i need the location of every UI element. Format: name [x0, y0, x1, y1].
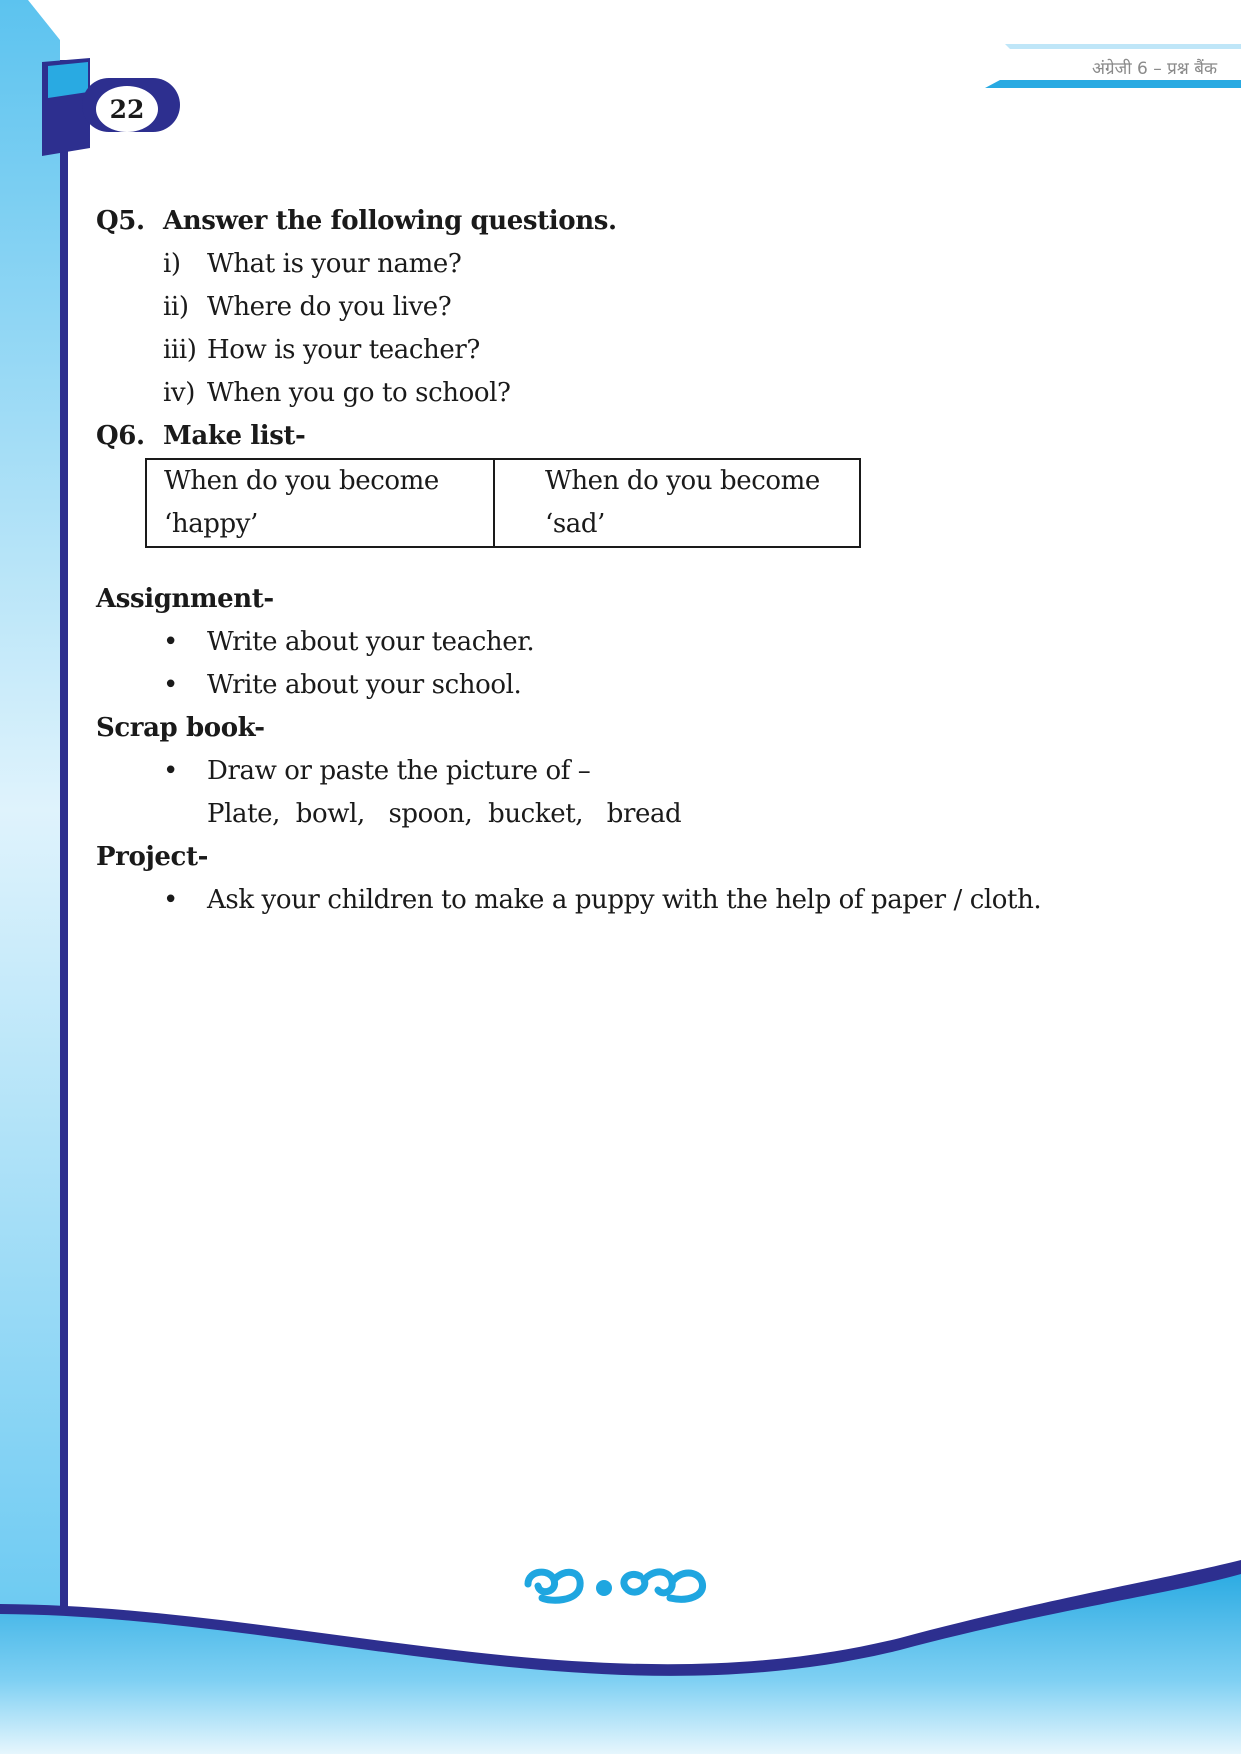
q5-item-number: iii)	[163, 335, 197, 365]
project-item-text: Ask your children to make a puppy with the help of paper / cloth.	[207, 885, 1042, 915]
project-heading: Project-	[96, 842, 208, 872]
bullet-icon: •	[163, 670, 178, 700]
q5-item-text: What is your name?	[207, 249, 462, 279]
assignment-item-text: Write about your teacher.	[207, 627, 535, 657]
page-number: 22	[96, 86, 158, 132]
assignment-item	[96, 664, 1176, 707]
q6-number: Q6.	[96, 421, 145, 451]
q5-item	[96, 372, 1176, 415]
q5-item	[96, 286, 1176, 329]
assignment-item	[96, 621, 1176, 664]
q5-item	[96, 243, 1176, 286]
assignment-item-text: Write about your school.	[207, 670, 522, 700]
page-content	[96, 200, 1176, 922]
q6-title: Make list-	[163, 421, 306, 451]
q5-title: Answer the following questions.	[163, 206, 617, 236]
scrapbook-item-list: Plate, bowl, spoon, bucket, bread	[207, 799, 682, 829]
bullet-icon: •	[163, 627, 178, 657]
q5-item-text: When you go to school?	[207, 378, 511, 408]
q5-item-number: i)	[163, 249, 181, 279]
sad-cell-word: ‘sad’	[545, 509, 606, 539]
book-title: अंग्रेजी 6 – प्रश्न बैंक	[1092, 59, 1217, 79]
scrapbook-item	[96, 750, 1176, 793]
bullet-icon: •	[163, 756, 178, 786]
q5-number: Q5.	[96, 206, 145, 236]
sad-cell	[494, 459, 860, 547]
q5-item-number: iv)	[163, 378, 195, 408]
assignment-heading: Assignment-	[96, 584, 274, 614]
scrapbook-heading: Scrap book-	[96, 713, 265, 743]
happy-cell-word: ‘happy’	[164, 509, 258, 539]
sad-cell-line: When do you become	[545, 466, 820, 496]
q5-item-number: ii)	[163, 292, 189, 322]
happy-cell	[146, 459, 494, 547]
q5-heading	[96, 200, 1176, 243]
q5-item-text: How is your teacher?	[207, 335, 480, 365]
q5-item-text: Where do you live?	[207, 292, 452, 322]
regional-script-logo-icon	[520, 1562, 720, 1610]
make-list-table	[145, 458, 861, 548]
project-item	[96, 879, 1176, 922]
q6-heading	[96, 415, 1176, 458]
happy-cell-line: When do you become	[164, 466, 439, 496]
bullet-icon: •	[163, 885, 178, 915]
q5-item	[96, 329, 1176, 372]
scrapbook-item-text: Draw or paste the picture of –	[207, 756, 591, 786]
